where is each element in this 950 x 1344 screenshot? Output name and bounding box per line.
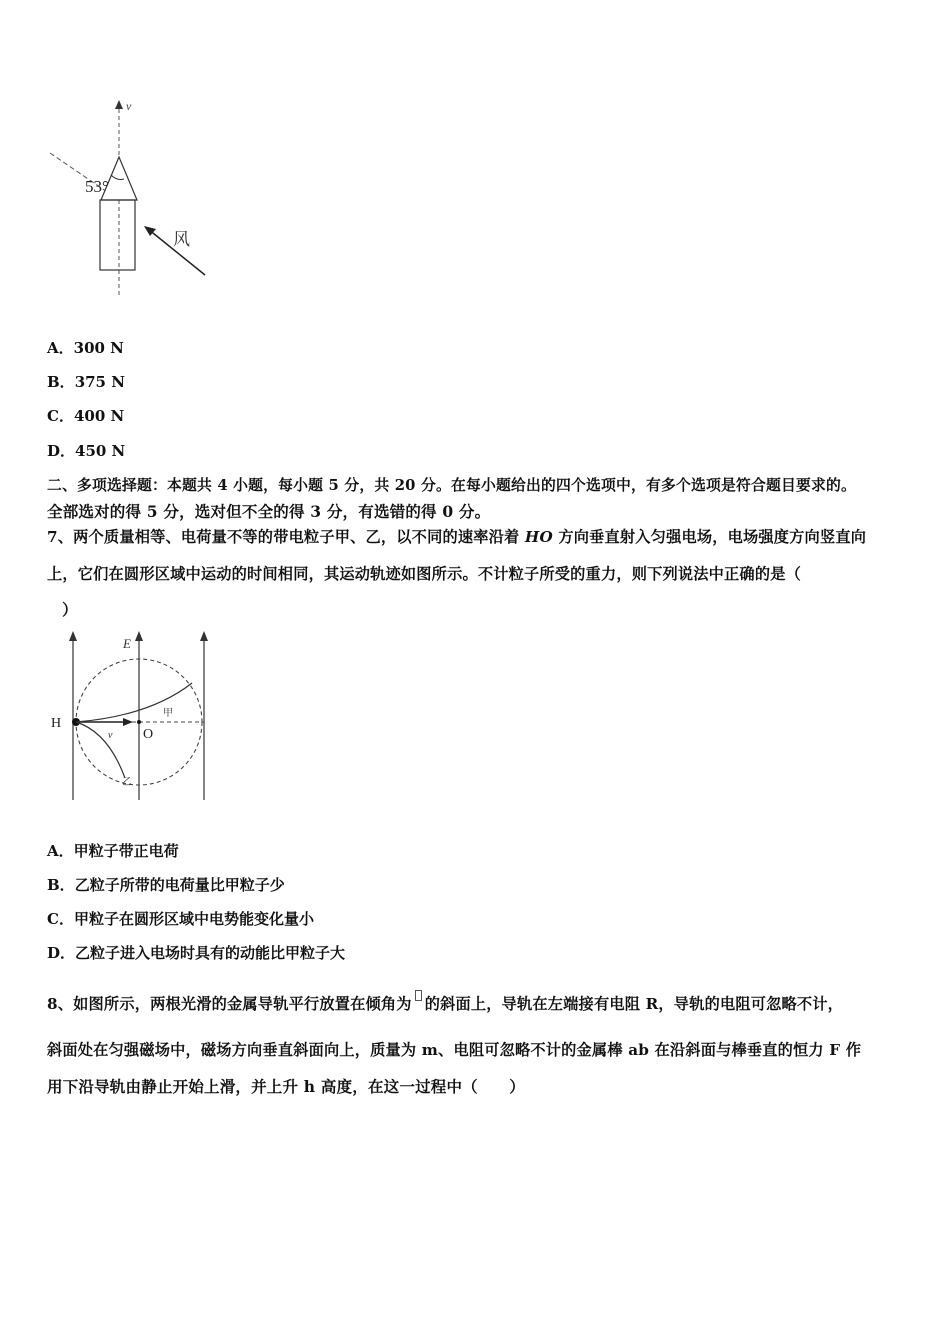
q7-option-d: D．乙粒子进入电场时具有的动能比甲粒子大	[47, 944, 346, 962]
velocity-arrowhead	[123, 718, 133, 726]
q7-option-b: B．乙粒子所带的电荷量比甲粒子少	[47, 876, 285, 894]
missing-angle-symbol-icon	[415, 990, 422, 1001]
field-line-center-arrowhead	[135, 631, 143, 641]
field-line-left-arrowhead	[69, 631, 77, 641]
q7-option-a: A．甲粒子带正电荷	[47, 842, 179, 860]
point-o	[137, 720, 141, 724]
wind-label: 风	[173, 230, 190, 250]
q7-stem-line3: ）	[62, 600, 78, 619]
point-o-label: O	[143, 727, 154, 742]
q6-option-d: D．450 N	[47, 442, 126, 460]
trajectory-yi	[76, 722, 125, 778]
rocket-body	[100, 200, 135, 270]
point-h-label: H	[51, 716, 62, 731]
axis-arrowhead	[115, 100, 123, 109]
trajectory-jia	[76, 683, 192, 722]
section2-instructions-line1: 二、多项选择题：本题共 4 小题，每小题 5 分，共 20 分。在每小题给出的四个选项中，有多个选项是符合题目要求的。	[47, 477, 856, 494]
axis-label-v: v	[126, 99, 132, 113]
field-label-e: E	[123, 636, 131, 651]
trajectory-yi-label: 乙	[122, 777, 132, 788]
q8-stem-line1: 8、如图所示，两根光滑的金属导轨平行放置在倾角为 的斜面上，导轨在左端接有电阻 R，导轨的电阻可忽略不计，	[47, 990, 843, 1014]
q8-stem-line3: 用下沿导轨由静止开始上滑，并上升 h 高度，在这一过程中（ ）	[47, 1077, 525, 1096]
q6-option-a: A．300 N	[47, 339, 124, 357]
q7-stem-line1: 7、两个质量相等、电荷量不等的带电粒子甲、乙，以不同的速率沿着 HO 方向垂直射入匀强电场，电场强度方向竖直向	[47, 528, 867, 546]
q7-stem-line2: 上，它们在圆形区域中运动的时间相同，其运动轨迹如图所示。不计粒子所受的重力，则下列说法中正确的是（	[47, 565, 801, 583]
q7-option-c: C．甲粒子在圆形区域中电势能变化量小	[47, 910, 314, 928]
velocity-label: v	[108, 730, 113, 741]
section2-instructions-line2: 全部选对的得 5 分，选对但不全的得 3 分，有选错的得 0 分。	[47, 502, 491, 521]
q6-option-b: B．375 N	[47, 373, 125, 391]
trajectory-jia-label: 甲	[163, 708, 173, 719]
q8-stem-line2: 斜面处在匀强磁场中，磁场方向垂直斜面向上，质量为 m、电阻可忽略不计的金属棒 ab 在沿斜面与棒垂直的恒力 F 作	[47, 1041, 862, 1059]
electric-field-figure	[40, 628, 220, 808]
angle-label: 53°	[85, 177, 109, 196]
rocket-wind-figure	[40, 95, 220, 300]
field-line-right-arrowhead	[200, 631, 208, 641]
q6-option-c: C．400 N	[47, 407, 125, 425]
